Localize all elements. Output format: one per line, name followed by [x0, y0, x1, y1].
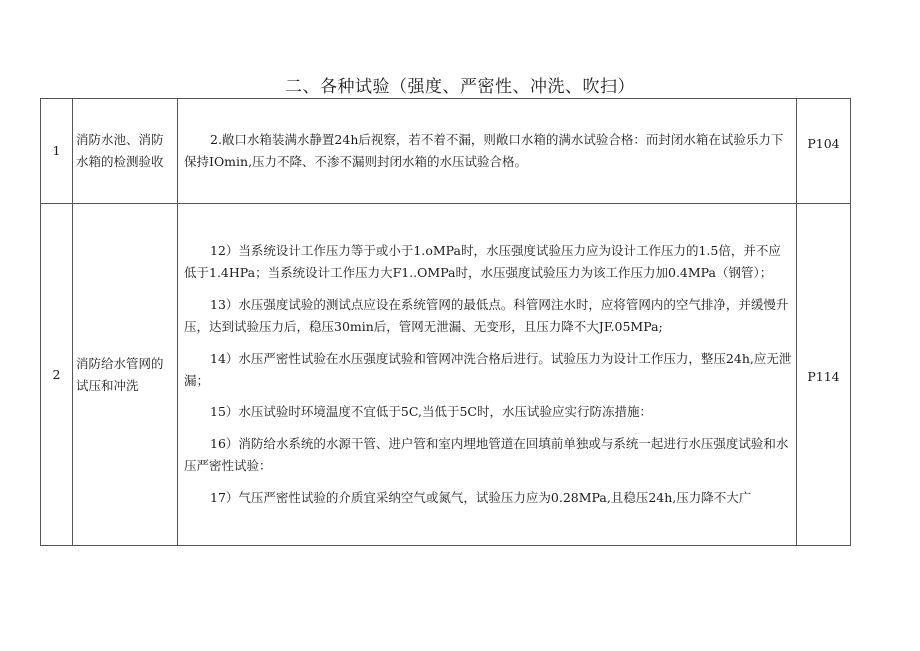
item-content [178, 204, 797, 546]
item-content [178, 99, 797, 204]
content-paragraph: 12）当系统设计工作压力等于或小于1.oMPa时，水压强度试验压力应为设计工作压力的1.5倍，并不应低于1.4HPa；当系统设计工作压力大F1..OMPa时，水压强度试验压力为该工作压力加0.4MPa（钢管）； [184, 243, 781, 280]
page-reference-text: P114 [807, 368, 840, 384]
table-row [41, 204, 851, 546]
page-reference [797, 204, 851, 546]
page-reference [797, 99, 851, 204]
content-paragraph: 15）水压试验时环境温度不宜低于5C,当低于5C时，水压试验应实行防冻措施： [210, 404, 652, 420]
document-title: 二、各种试验（强度、严密性、冲洗、吹扫） [285, 77, 635, 97]
row-number: 1 [41, 99, 73, 204]
item-name: 消防水池、消防水箱的检测验收 [73, 99, 178, 204]
content-paragraph: 14）水压严密性试验在水压强度试验和管网冲洗合格后进行。试验压力为设计工作压力，整压24h,应无泄漏； [184, 350, 792, 388]
item-name: 消防给水管网的试压和冲洗 [73, 204, 178, 546]
content-paragraph: 17）气压严密性试验的介质宜采纳空气或氮气，试验压力应为0.28MPa,且稳压24h,压力降不大广 [210, 490, 752, 505]
content-paragraph: 16）消防给水系统的水源干管、进户管和室内埋地管道在回填前单独或与系统一起进行水压强度试验和水压严密性试验： [184, 436, 789, 474]
table-row [41, 99, 851, 204]
page-reference-text: P104 [807, 136, 840, 152]
row-number: 2 [41, 204, 73, 546]
test-requirements-table [40, 98, 851, 546]
content-paragraph: 13）水压强度试验的测试点应设在系统管网的最低点。科管网注水时，应将管网内的空气排净，并缓慢升压，达到试验压力后，稳压30min后，管网无泄漏、无变形，且压力降不大JF.05MPa; [184, 296, 789, 334]
content-paragraph: 2.敞口水箱装满水静置24h后视察，若不着不漏，则敞口水箱的满水试验合格：而封闭水箱在试验乐力下保持IOmin,压力不降、不渗不漏则封闭水箱的水压试验合格。 [184, 132, 784, 169]
